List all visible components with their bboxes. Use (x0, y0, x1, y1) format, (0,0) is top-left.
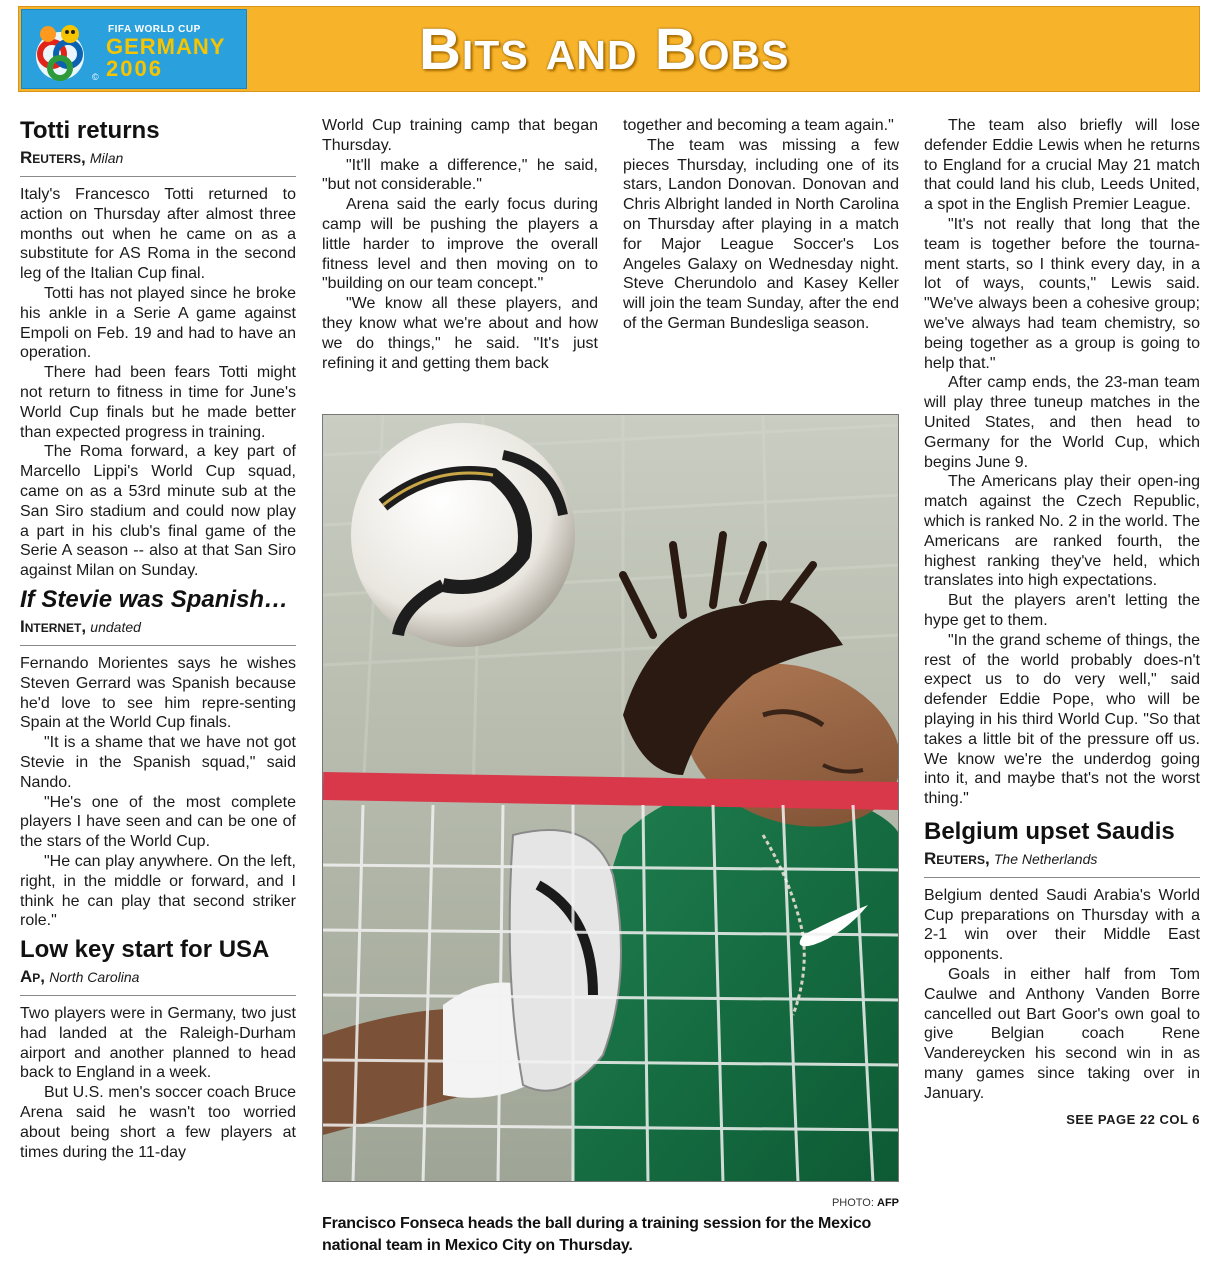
byline-agency: Internet, (20, 616, 87, 636)
paragraph: After camp ends, the 23-man team will play three tuneup matches in the United States, and then head to Germany for the World Cup, which begins June 9. (924, 374, 1200, 471)
paragraph: "He's one of the most complete players I have seen and can be one of the stars of the World Cup. (20, 793, 296, 851)
paragraph: World Cup training camp that began Thursday. (322, 117, 598, 154)
column-2 (322, 116, 598, 373)
section-header (18, 6, 1200, 92)
paragraph: Arena said the early focus during camp will be pushing the players a little harder to improve the overall fitness level and then moving on to "building on our team concept." (322, 196, 598, 293)
photo-credit (322, 1197, 899, 1209)
paragraph: But the players aren't letting the hype get to them. (924, 592, 1200, 629)
continued-on-page: SEE PAGE 22 COL 6 (1066, 1111, 1200, 1127)
paragraph: Fernando Morientes says he wishes Steven Gerrard was Spanish because he'd love to see him repre-senting Spain at the World Cup finals. (20, 654, 296, 732)
headline-stevie: If Stevie was Spanish… (20, 585, 289, 613)
paragraph: "It'll make a difference," he said, "but not considerable." (322, 156, 598, 194)
world-cup-logo (21, 9, 247, 89)
byline-agency: Ap, (20, 967, 46, 987)
paragraph: Totti has not played since he broke his ankle in a Serie A game against Empoli on Feb. 19 and had to have an operation. (20, 284, 296, 362)
photo-credit-label: PHOTO: (831, 1197, 874, 1209)
paragraph: Belgium dented Saudi Arabia's World Cup preparations on Thursday with a 2-1 win over their Middle East opponents. (924, 886, 1200, 964)
news-photo (322, 414, 899, 1182)
byline-stevie (20, 617, 296, 646)
paragraph: The Americans play their open-ing match against the Czech Republic, which is ranked No. 2 in the world. The Americans are ranked fourth, the highest ranking they've held, which translates into high expectations. (924, 473, 1200, 590)
logo-copyright: © (92, 72, 99, 82)
paragraph: Two players were in Germany, two just had landed at the Raleigh-Durham airport and another planned to head back to England in a week. (20, 1005, 296, 1082)
headline-totti: Totti returns (20, 117, 160, 144)
column-3 (623, 116, 899, 334)
photo-caption: Francisco Fonseca heads the ball during a training session for the Mexico national team in Mexico City on Thursday. (322, 1215, 872, 1254)
byline-belgium (924, 849, 1200, 878)
byline-agency: Reuters, (20, 148, 86, 167)
logo-line-3: 2006 (106, 56, 163, 81)
paragraph: together and becoming a team again." (623, 117, 894, 134)
photo-credit-source: AFP (877, 1197, 899, 1209)
paragraph: The Roma forward, a key part of Marcello Lippi's World Cup squad, came on as a 53rd minute sub at the San Siro stadium and could now play a part in his club's final game of the Serie A season -- also at that San Siro against Milan on Sunday. (20, 443, 296, 580)
column-4 (924, 116, 1200, 1130)
byline-place: North Carolina (49, 969, 140, 986)
byline-usa (20, 967, 296, 996)
byline-totti (20, 148, 296, 177)
logo-line-2: GERMANY (106, 34, 226, 59)
logo-line-1: FIFA WORLD CUP (108, 24, 201, 35)
header-photo-illustration (323, 415, 899, 1182)
paragraph: "It is a shame that we have not got Stevie in the Spanish squad," said Nando. (20, 734, 296, 791)
column-1 (20, 116, 296, 1162)
byline-place: undated (90, 618, 141, 635)
byline-place: The Netherlands (993, 850, 1098, 867)
paragraph: The team was missing a few pieces Thursday, including one of its stars, Landon Donovan. Donovan and Chris Albright landed in North Carolina on Thursday after playing in a match for Major League Soccer's Los Angeles Galaxy on Wednesday night. Steve Cherundolo and Kasey Keller will join the team Sunday, after the end of the German Bundesliga season. (623, 136, 899, 332)
paragraph: "It's not really that long that the team is together before the tourna-ment starts, so I think every day, in a lot of ways, counts," Lewis said. "We've always been a cohesive group; we've always had team chemistry, so being together as a group is going to help that." (924, 215, 1200, 372)
page-title: Bits and Bobs (419, 17, 790, 82)
paragraph: "He can play anywhere. On the left, right, in the middle or forward, and I think he can play that second striker role." (20, 852, 296, 930)
byline-agency: Reuters, (924, 848, 990, 868)
paragraph: "In the grand scheme of things, the rest of the world probably does-n't expect us to do very well," said defender Eddie Pope, who will be playing in his third World Cup. "So that takes a little bit of the pressure off us. We know we're the underdog going into it, and maybe that's not the worst thing." (924, 631, 1200, 808)
paragraph: But U.S. men's soccer coach Bruce Arena said he wasn't too worried about being short a few players at times during the 11-day (20, 1084, 296, 1161)
paragraph: Italy's Francesco Totti returned to action on Thursday after almost three months out when he came on as a substitute for AS Roma in the second leg of the Italian Cup final. (20, 186, 296, 283)
paragraph: Goals in either half from Tom Caulwe and Anthony Vanden Borre cancelled out Bart Goor's own goal to give Belgian coach Rene Vandereycken his second win in as many games since taking over in January. (924, 966, 1200, 1102)
paragraph: "We know all these players, and they know what we're about and how we do things," he said. "It's just refining it and getting them back (322, 295, 598, 372)
continuation-wrap (924, 1104, 1200, 1130)
headline-belgium: Belgium upset Saudis (924, 817, 1175, 845)
byline-place: Milan (89, 150, 124, 166)
headline-usa: Low key start for USA (20, 936, 270, 964)
paragraph: There had been fears Totti might not return to fitness in time for June's World Cup finals but he made better than expected progress in training. (20, 364, 296, 441)
paragraph: The team also briefly will lose defender Eddie Lewis when he returns to England for a crucial May 21 match that could land his club, Leeds United, a spot in the English Premier League. (924, 117, 1200, 214)
